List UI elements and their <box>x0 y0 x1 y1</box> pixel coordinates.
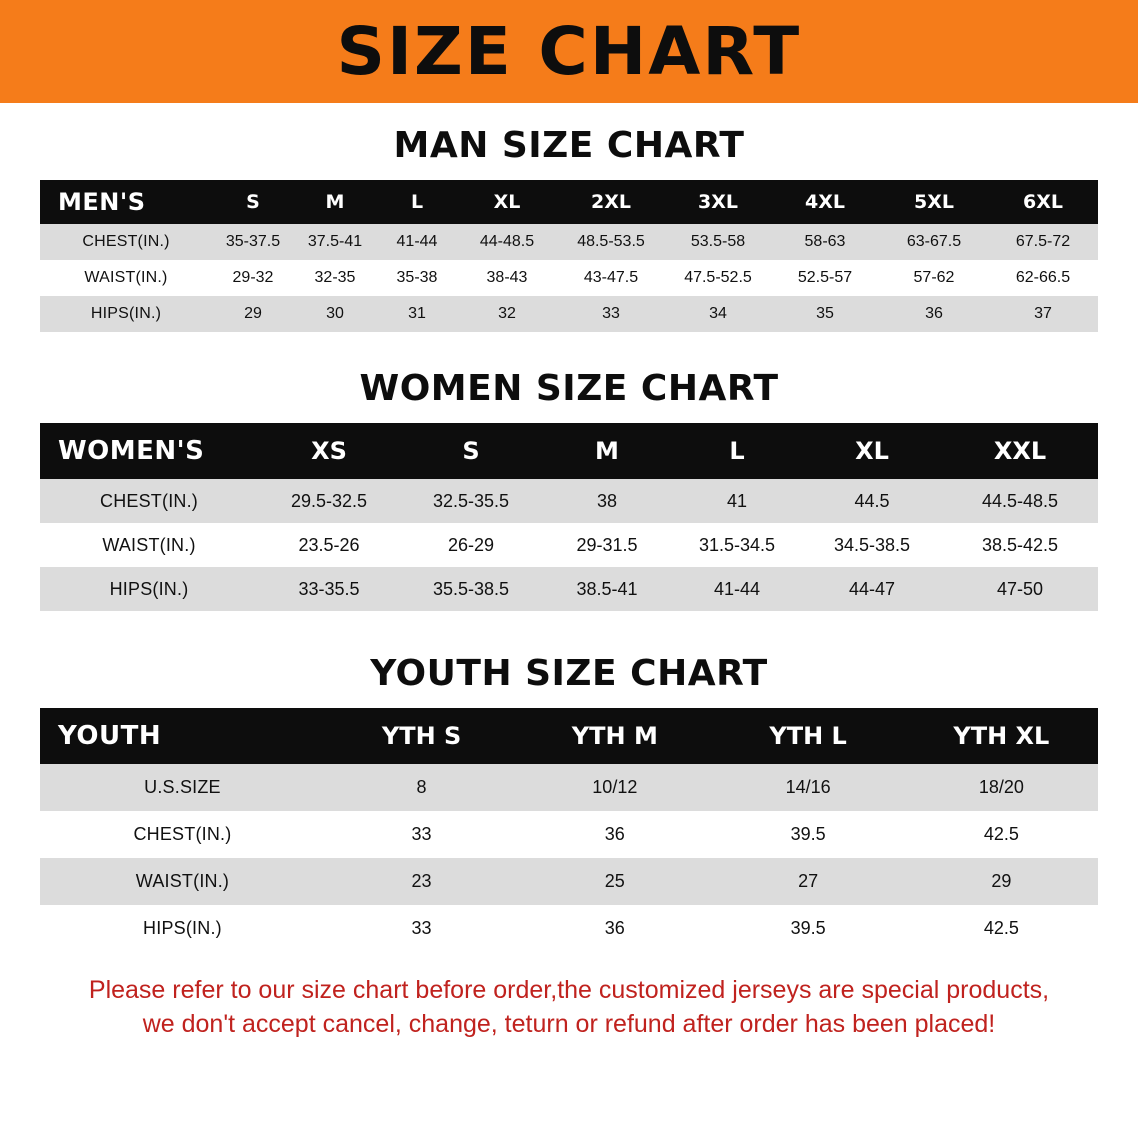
youth-col-3: YTH XL <box>905 708 1098 764</box>
youth-cell-1-1: 36 <box>518 811 711 858</box>
women-cell-2-4: 44-47 <box>802 567 942 611</box>
man-cell-1-0: 29-32 <box>212 260 294 296</box>
man-cell-0-2: 41-44 <box>376 224 458 260</box>
man-cell-0-1: 37.5-41 <box>294 224 376 260</box>
disclaimer-line-2: we don't accept cancel, change, teturn or refund after order has been placed! <box>142 1009 996 1038</box>
man-cell-2-2: 31 <box>376 296 458 332</box>
man-row-0-label: CHEST(IN.) <box>40 224 212 260</box>
man-col-0: S <box>212 180 294 224</box>
man-cell-2-6: 35 <box>770 296 880 332</box>
man-cell-2-7: 36 <box>880 296 988 332</box>
table-row <box>40 858 1098 905</box>
women-cell-2-3: 41-44 <box>672 567 802 611</box>
women-col-1: S <box>400 423 542 479</box>
women-cell-2-0: 33-35.5 <box>258 567 400 611</box>
man-cell-2-3: 32 <box>458 296 556 332</box>
man-row-2-label: HIPS(IN.) <box>40 296 212 332</box>
women-col-3: L <box>672 423 802 479</box>
man-cell-0-4: 48.5-53.5 <box>556 224 666 260</box>
man-cell-0-6: 58-63 <box>770 224 880 260</box>
women-section-heading: WOMEN SIZE CHART <box>359 368 779 409</box>
table-row <box>40 764 1098 811</box>
youth-table-wrapper <box>40 708 1098 952</box>
youth-cell-3-2: 39.5 <box>711 905 904 952</box>
man-cell-0-5: 53.5-58 <box>666 224 770 260</box>
youth-col-1: YTH M <box>518 708 711 764</box>
man-cell-0-0: 35-37.5 <box>212 224 294 260</box>
man-col-6: 4XL <box>770 180 880 224</box>
women-cell-0-2: 38 <box>542 479 672 523</box>
man-cell-1-4: 43-47.5 <box>556 260 666 296</box>
youth-size-table <box>40 708 1098 952</box>
man-cell-1-2: 35-38 <box>376 260 458 296</box>
man-cell-1-8: 62-66.5 <box>988 260 1098 296</box>
youth-section-heading: YOUTH SIZE CHART <box>370 653 768 694</box>
youth-cell-2-2: 27 <box>711 858 904 905</box>
disclaimer-line-1: Please refer to our size chart before order,the customized jerseys are special products, <box>88 976 1050 1004</box>
women-cell-1-5: 38.5-42.5 <box>942 523 1098 567</box>
youth-row-0-label: U.S.SIZE <box>40 764 325 811</box>
youth-cell-0-0: 8 <box>325 764 518 811</box>
youth-cell-2-1: 25 <box>518 858 711 905</box>
women-col-0: XS <box>258 423 400 479</box>
youth-col-2: YTH L <box>711 708 904 764</box>
youth-cell-3-3: 42.5 <box>905 905 1098 952</box>
man-cell-0-7: 63-67.5 <box>880 224 988 260</box>
man-cell-1-3: 38-43 <box>458 260 556 296</box>
table-row <box>40 523 1098 567</box>
man-cell-2-1: 30 <box>294 296 376 332</box>
man-section-heading: MAN SIZE CHART <box>393 125 745 166</box>
youth-cell-0-1: 10/12 <box>518 764 711 811</box>
youth-row-3-label: HIPS(IN.) <box>40 905 325 952</box>
women-row-0-label: CHEST(IN.) <box>40 479 258 523</box>
man-col-5: 3XL <box>666 180 770 224</box>
man-cell-1-7: 57-62 <box>880 260 988 296</box>
table-row <box>40 260 1098 296</box>
women-cell-1-3: 31.5-34.5 <box>672 523 802 567</box>
man-size-table <box>40 180 1098 332</box>
man-cell-2-0: 29 <box>212 296 294 332</box>
man-cell-2-4: 33 <box>556 296 666 332</box>
man-cell-1-6: 52.5-57 <box>770 260 880 296</box>
man-col-8: 6XL <box>988 180 1098 224</box>
women-size-table <box>40 423 1098 611</box>
women-row-1-label: WAIST(IN.) <box>40 523 258 567</box>
man-cell-1-1: 32-35 <box>294 260 376 296</box>
man-cell-2-8: 37 <box>988 296 1098 332</box>
table-row <box>40 296 1098 332</box>
women-cell-0-4: 44.5 <box>802 479 942 523</box>
women-table-wrapper <box>40 423 1098 611</box>
man-header-label: MEN'S <box>40 180 212 224</box>
women-header-label: WOMEN'S <box>40 423 258 479</box>
man-cell-0-3: 44-48.5 <box>458 224 556 260</box>
table-row <box>40 479 1098 523</box>
man-col-4: 2XL <box>556 180 666 224</box>
man-table-wrapper <box>40 180 1098 332</box>
women-cell-0-5: 44.5-48.5 <box>942 479 1098 523</box>
youth-cell-1-2: 39.5 <box>711 811 904 858</box>
man-cell-2-5: 34 <box>666 296 770 332</box>
table-row <box>40 224 1098 260</box>
women-cell-1-0: 23.5-26 <box>258 523 400 567</box>
women-table-header-row <box>40 423 1098 479</box>
youth-row-2-label: WAIST(IN.) <box>40 858 325 905</box>
youth-cell-2-3: 29 <box>905 858 1098 905</box>
youth-cell-1-3: 42.5 <box>905 811 1098 858</box>
youth-cell-2-0: 23 <box>325 858 518 905</box>
women-col-4: XL <box>802 423 942 479</box>
women-cell-1-1: 26-29 <box>400 523 542 567</box>
youth-cell-0-2: 14/16 <box>711 764 904 811</box>
man-col-3: XL <box>458 180 556 224</box>
banner <box>0 0 1138 103</box>
women-cell-0-1: 32.5-35.5 <box>400 479 542 523</box>
page-title: SIZE CHART <box>336 12 802 90</box>
women-cell-0-0: 29.5-32.5 <box>258 479 400 523</box>
women-cell-2-1: 35.5-38.5 <box>400 567 542 611</box>
youth-cell-3-1: 36 <box>518 905 711 952</box>
youth-header-label: YOUTH <box>40 708 325 764</box>
man-col-7: 5XL <box>880 180 988 224</box>
man-table-header-row <box>40 180 1098 224</box>
women-cell-1-4: 34.5-38.5 <box>802 523 942 567</box>
youth-cell-3-0: 33 <box>325 905 518 952</box>
youth-cell-1-0: 33 <box>325 811 518 858</box>
table-row <box>40 567 1098 611</box>
man-col-2: L <box>376 180 458 224</box>
disclaimer-note <box>40 974 1098 1042</box>
women-col-5: XXL <box>942 423 1098 479</box>
table-row <box>40 905 1098 952</box>
man-cell-0-8: 67.5-72 <box>988 224 1098 260</box>
man-row-1-label: WAIST(IN.) <box>40 260 212 296</box>
women-col-2: M <box>542 423 672 479</box>
youth-row-1-label: CHEST(IN.) <box>40 811 325 858</box>
women-cell-2-5: 47-50 <box>942 567 1098 611</box>
women-row-2-label: HIPS(IN.) <box>40 567 258 611</box>
youth-cell-0-3: 18/20 <box>905 764 1098 811</box>
man-cell-1-5: 47.5-52.5 <box>666 260 770 296</box>
table-row <box>40 811 1098 858</box>
women-cell-1-2: 29-31.5 <box>542 523 672 567</box>
youth-table-header-row <box>40 708 1098 764</box>
youth-col-0: YTH S <box>325 708 518 764</box>
man-col-1: M <box>294 180 376 224</box>
women-cell-0-3: 41 <box>672 479 802 523</box>
women-cell-2-2: 38.5-41 <box>542 567 672 611</box>
